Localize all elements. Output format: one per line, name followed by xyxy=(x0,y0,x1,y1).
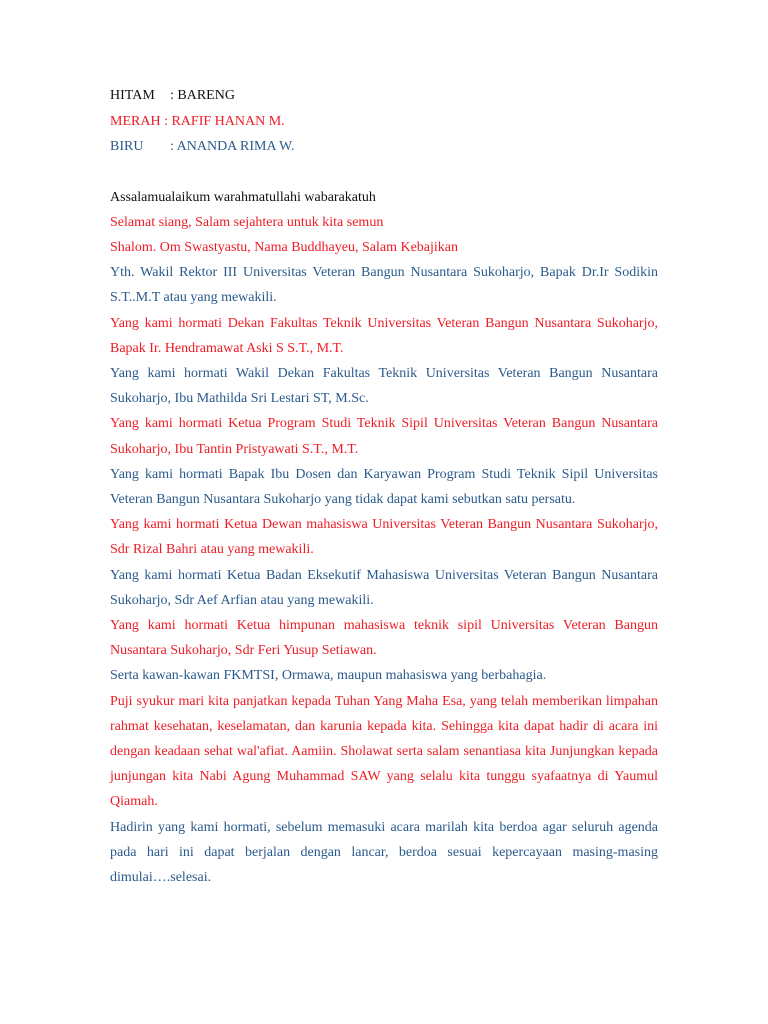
address-paragraph: Yang kami hormati Wakil Dekan Fakultas Teknik Universitas Veteran Bangun Nusantara Sukoharjo, Ibu Mathilda Sri Lestari ST, M.Sc. xyxy=(110,365,658,407)
legend-value: ANANDA RIMA W. xyxy=(176,139,295,154)
greeting-paragraph: Assalamualaikum warahmatullahi wabarakatuh xyxy=(110,189,376,205)
body-paragraph: Puji syukur mari kita panjatkan kepada Tuhan Yang Maha Esa, yang telah memberikan limpahan rahmat kesehatan, keselamatan, dan karunia kepada kita. Sehingga kita dapat hadir di acara ini dengan keadaan sehat wal'afiat. Aamiin. Sholawat serta salam senantiasa kita Junjungkan kepada junjungan kita Nabi Agung Muhammad SAW yang selalu kita tunggu syafaatnya di Yaumul Qiamah. xyxy=(110,693,658,810)
greeting-paragraph: Selamat siang, Salam sejahtera untuk kita semun xyxy=(110,214,384,230)
legend-value: RAFIF HANAN M. xyxy=(171,113,285,129)
legend-value: BARENG xyxy=(177,88,235,103)
legend-separator: : xyxy=(164,113,168,129)
legend-key: BIRU xyxy=(110,139,144,154)
body-paragraph: Hadirin yang kami hormati, sebelum memasuki acara marilah kita berdoa agar seluruh agenda pada hari ini dapat berjalan dengan lancar, berdoa sesuai kepercayaan masing-masing dimulai….selesai. xyxy=(110,819,658,885)
address-paragraph: Yang kami hormati Ketua himpunan mahasiswa teknik sipil Universitas Veteran Bangun Nusantara Sukoharjo, Sdr Feri Yusup Setiawan. xyxy=(110,617,658,659)
document-page xyxy=(110,83,658,890)
legend-key: MERAH xyxy=(110,113,161,129)
address-paragraph: Yang kami hormati Ketua Program Studi Teknik Sipil Universitas Veteran Bangun Nusantara Sukoharjo, Ibu Tantin Pristyawati S.T., M.T. xyxy=(110,416,658,457)
address-paragraph: Serta kawan-kawan FKMTSI, Ormawa, maupun mahasiswa yang berbahagia. xyxy=(110,668,547,684)
address-paragraph: Yth. Wakil Rektor III Universitas Veteran Bangun Nusantara Sukoharjo, Bapak Dr.Ir Sodikin S.T..M.T atau yang mewakili. xyxy=(110,265,658,306)
legend-separator: : xyxy=(170,139,174,154)
greeting-paragraph: Shalom. Om Swastyastu, Nama Buddhayeu, Salam Kebajikan xyxy=(110,239,458,255)
spacer xyxy=(110,160,658,185)
address-paragraph: Yang kami hormati Bapak Ibu Dosen dan Karyawan Program Studi Teknik Sipil Universitas Veteran Bangun Nusantara Sukoharjo yang tidak dapat kami sebutkan satu persatu. xyxy=(110,466,658,507)
address-paragraph: Yang kami hormati Dekan Fakultas Teknik Universitas Veteran Bangun Nusantara Sukoharjo, Bapak Ir. Hendramawat Aski S S.T., M.T. xyxy=(110,315,658,356)
legend-hitam xyxy=(110,83,658,109)
address-paragraph: Yang kami hormati Ketua Badan Eksekutif Mahasiswa Universitas Veteran Bangun Nusantara Sukoharjo, Sdr Aef Arfian atau yang mewakili. xyxy=(110,567,658,608)
legend-merah xyxy=(110,109,658,135)
address-paragraph: Yang kami hormati Ketua Dewan mahasiswa Universitas Veteran Bangun Nusantara Sukoharjo, Sdr Rizal Bahri atau yang mewakili. xyxy=(110,517,658,558)
legend-key: HITAM xyxy=(110,88,155,103)
legend-separator: : xyxy=(170,88,174,103)
legend-biru xyxy=(110,134,658,160)
